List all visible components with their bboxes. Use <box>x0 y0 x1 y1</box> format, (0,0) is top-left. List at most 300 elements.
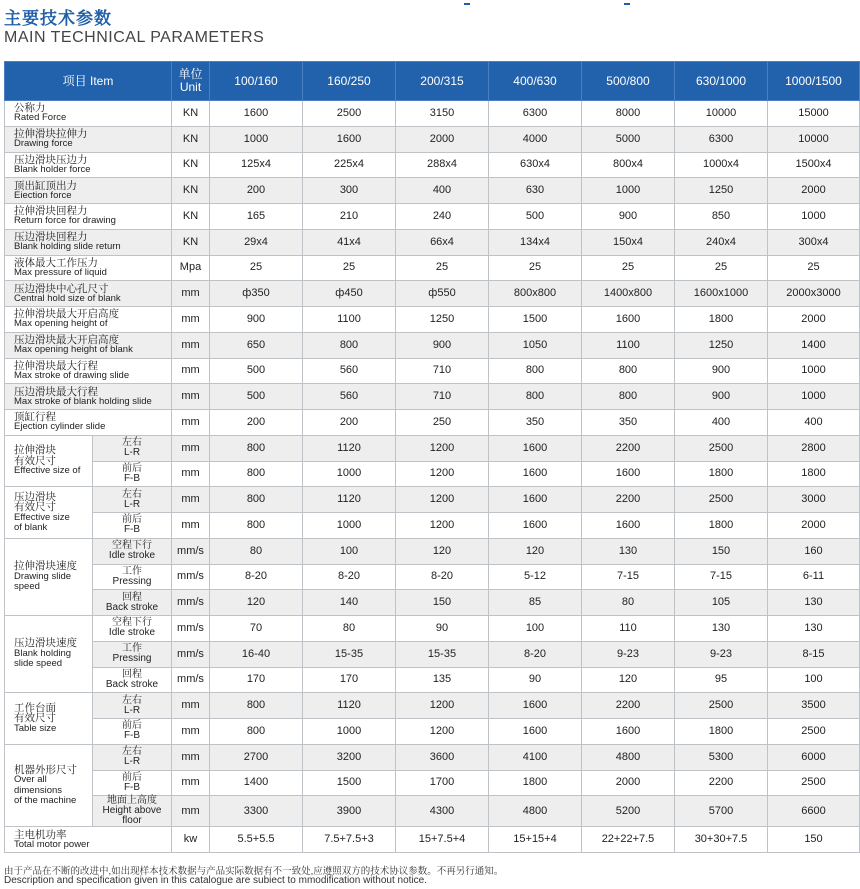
value-cell: 1600 <box>582 719 675 745</box>
param-name-zh: 拉伸滑块最大行程 <box>14 359 98 372</box>
group-label-line: 拉伸滑块 <box>14 444 56 457</box>
value-cell: 25 <box>768 255 860 281</box>
param-name-zh: 公称力 <box>14 102 46 115</box>
unit-cell: KN <box>172 178 210 204</box>
value-cell: 1000 <box>582 178 675 204</box>
value-cell: 1600x1000 <box>675 281 768 307</box>
unit-cell: mm <box>172 770 210 796</box>
group-label-line: Table size <box>14 722 57 734</box>
value-cell: 800x800 <box>489 281 582 307</box>
value-cell: 1400 <box>210 770 303 796</box>
value-cell: 1800 <box>675 461 768 487</box>
param-name-zh: 拉伸滑块最大开启高度 <box>14 308 119 321</box>
value-cell: 80 <box>303 616 396 642</box>
top-right-mark <box>624 0 630 5</box>
param-name <box>5 384 172 410</box>
value-cell: 800x4 <box>582 152 675 178</box>
table-row <box>5 827 860 853</box>
value-cell: 1050 <box>489 332 582 358</box>
sub-param-zh: 前后 <box>122 462 142 474</box>
table-row <box>5 281 860 307</box>
unit-cell: kw <box>172 827 210 853</box>
unit-cell: mm <box>172 358 210 384</box>
value-cell: 170 <box>303 667 396 693</box>
value-cell: 1100 <box>582 332 675 358</box>
page-title-en: MAIN TECHNICAL PARAMETERS <box>4 29 265 46</box>
value-cell: 15000 <box>768 101 860 127</box>
value-cell: 90 <box>396 616 489 642</box>
param-name-zh: 压边滑块压边力 <box>14 153 88 166</box>
param-name <box>5 358 172 384</box>
group-label-line: 压边滑块 <box>14 490 56 503</box>
value-cell: 25 <box>210 255 303 281</box>
param-name-zh: 顶出缸顶出力 <box>14 179 77 192</box>
unit-cell: Mpa <box>172 255 210 281</box>
value-cell: 900 <box>582 204 675 230</box>
value-cell: 8-20 <box>210 564 303 590</box>
value-cell: 240 <box>396 204 489 230</box>
value-cell: 1600 <box>582 307 675 333</box>
table-row <box>5 796 860 827</box>
value-cell: 3150 <box>396 101 489 127</box>
unit-cell: mm <box>172 281 210 307</box>
table-row <box>5 616 860 642</box>
value-cell: 15+15+4 <box>489 827 582 853</box>
value-cell: 150 <box>396 590 489 616</box>
value-cell: 105 <box>675 590 768 616</box>
value-cell: 1600 <box>582 461 675 487</box>
value-cell: 800 <box>210 435 303 461</box>
value-cell: 8-15 <box>768 641 860 667</box>
value-cell: 400 <box>768 410 860 436</box>
unit-cell: mm/s <box>172 590 210 616</box>
value-cell: 8-20 <box>489 641 582 667</box>
value-cell: 6600 <box>768 796 860 827</box>
value-cell: 2500 <box>675 487 768 513</box>
value-cell: 130 <box>768 616 860 642</box>
value-cell: 300 <box>303 178 396 204</box>
unit-cell: mm/s <box>172 667 210 693</box>
header-model: 200/315 <box>396 62 489 101</box>
table-row <box>5 126 860 152</box>
param-name-zh: 顶缸行程 <box>14 411 56 424</box>
param-name-en: Eiection force <box>14 189 72 201</box>
table-row <box>5 307 860 333</box>
value-cell: 1000 <box>768 384 860 410</box>
group-label <box>5 435 93 487</box>
value-cell: 4000 <box>489 126 582 152</box>
value-cell: 1800 <box>489 770 582 796</box>
group-label-line: 机器外形尺寸 <box>14 763 77 776</box>
group-label-line: 压边滑块速度 <box>14 637 77 650</box>
value-cell: 630 <box>489 178 582 204</box>
sub-param-en: F-B <box>123 730 141 742</box>
group-label-line: Effective size <box>14 511 70 523</box>
value-cell: 10000 <box>675 101 768 127</box>
value-cell: 165 <box>210 204 303 230</box>
value-cell: 200 <box>303 410 396 436</box>
footnote-zh: 由于产品在不断的改进中,如出现样本技术数据与产品实际数据有不一致处,应遵照双方的技术协议参数。不再另行通知。 <box>4 866 504 877</box>
sub-param <box>93 719 172 745</box>
param-name-en: Drawing force <box>14 138 73 150</box>
value-cell: 800 <box>489 384 582 410</box>
unit-cell: mm <box>172 487 210 513</box>
sub-param <box>93 667 172 693</box>
value-cell: 9-23 <box>582 641 675 667</box>
sub-param <box>93 616 172 642</box>
param-name-en: Max stroke of drawing slide <box>14 369 130 381</box>
param-name-en: Max opening height of <box>14 318 108 330</box>
value-cell: 2500 <box>675 435 768 461</box>
header-model: 500/800 <box>582 62 675 101</box>
value-cell: 4300 <box>396 796 489 827</box>
sub-param <box>93 538 172 564</box>
table-row <box>5 358 860 384</box>
value-cell: 500 <box>489 204 582 230</box>
value-cell: 25 <box>303 255 396 281</box>
value-cell: 110 <box>582 616 675 642</box>
param-name-en: Central hold size of blank <box>14 292 121 304</box>
header-model: 630/1000 <box>675 62 768 101</box>
param-name-en: Max pressure of liquid <box>14 266 107 278</box>
header-unit-zh: 单位 <box>178 67 203 81</box>
param-name-zh: 液体最大工作压力 <box>14 256 98 269</box>
group-label-line: of the machine <box>14 795 77 806</box>
unit-cell: mm <box>172 384 210 410</box>
value-cell: 140 <box>303 590 396 616</box>
value-cell: 135 <box>396 667 489 693</box>
unit-cell: mm <box>172 513 210 539</box>
value-cell: 1200 <box>396 487 489 513</box>
value-cell: 1800 <box>675 307 768 333</box>
value-cell: 1600 <box>489 513 582 539</box>
value-cell: 650 <box>210 332 303 358</box>
unit-cell: KN <box>172 152 210 178</box>
sub-param-zh: 工作 <box>122 565 142 577</box>
table-row <box>5 693 860 719</box>
value-cell: 400 <box>396 178 489 204</box>
sub-param <box>93 564 172 590</box>
value-cell: 2000 <box>396 126 489 152</box>
table-row <box>5 384 860 410</box>
table-row <box>5 435 860 461</box>
value-cell: 80 <box>582 590 675 616</box>
group-label-line: 有效尺寸 <box>14 712 56 725</box>
value-cell: 6-11 <box>768 564 860 590</box>
value-cell: 2200 <box>675 770 768 796</box>
value-cell: 150x4 <box>582 229 675 255</box>
value-cell: 5700 <box>675 796 768 827</box>
value-cell: 2000 <box>768 513 860 539</box>
value-cell: 1000 <box>210 126 303 152</box>
value-cell: 120 <box>489 538 582 564</box>
group-label-line: 有效尺寸 <box>14 501 56 513</box>
value-cell: 95 <box>675 667 768 693</box>
param-name <box>5 152 172 178</box>
value-cell: 5.5+5.5 <box>210 827 303 853</box>
value-cell: 2000 <box>768 178 860 204</box>
group-label <box>5 744 93 827</box>
unit-cell: KN <box>172 229 210 255</box>
value-cell: 2500 <box>768 719 860 745</box>
value-cell: 900 <box>210 307 303 333</box>
table-row <box>5 564 860 590</box>
value-cell: 9-23 <box>675 641 768 667</box>
value-cell: 120 <box>582 667 675 693</box>
value-cell: 1120 <box>303 693 396 719</box>
value-cell: 800 <box>303 332 396 358</box>
param-name-en: Blank holding slide return <box>14 241 121 253</box>
param-name-zh: 主电机功率 <box>14 828 67 841</box>
table-row <box>5 204 860 230</box>
value-cell: 8-20 <box>303 564 396 590</box>
value-cell: 15-35 <box>396 641 489 667</box>
sub-param-en: L-R <box>123 756 141 768</box>
value-cell: 800 <box>489 358 582 384</box>
value-cell: 710 <box>396 358 489 384</box>
value-cell: 800 <box>210 461 303 487</box>
sub-param-en: Back stroke <box>105 678 159 690</box>
value-cell: 1500 <box>489 307 582 333</box>
group-label-line: 工作台面 <box>14 701 56 714</box>
sub-param-zh: 左右 <box>122 694 142 706</box>
param-name <box>5 101 172 127</box>
table-row <box>5 590 860 616</box>
value-cell: 2200 <box>582 435 675 461</box>
group-label-line: slide speed <box>14 658 63 670</box>
value-cell: 2500 <box>675 693 768 719</box>
param-name-zh: 压边滑块最大行程 <box>14 385 98 398</box>
value-cell: 6300 <box>675 126 768 152</box>
sub-param-zh: 前后 <box>122 771 142 783</box>
sub-param <box>93 641 172 667</box>
group-label <box>5 538 93 615</box>
value-cell: 1200 <box>396 719 489 745</box>
value-cell: 8000 <box>582 101 675 127</box>
unit-cell: mm/s <box>172 616 210 642</box>
sub-param-zh: 左右 <box>122 488 142 500</box>
sub-param <box>93 513 172 539</box>
param-name-zh: 拉伸滑块拉伸力 <box>14 128 88 141</box>
value-cell: 1200 <box>396 693 489 719</box>
value-cell: 2700 <box>210 744 303 770</box>
param-name-zh: 压边滑块最大开启高度 <box>14 334 119 347</box>
value-cell: 240x4 <box>675 229 768 255</box>
unit-cell: mm <box>172 410 210 436</box>
sub-param-en: Pressing <box>112 575 152 587</box>
unit-cell: mm/s <box>172 564 210 590</box>
param-name-en: Max opening height of blank <box>14 344 133 356</box>
param-name <box>5 827 172 853</box>
table-row <box>5 255 860 281</box>
param-name <box>5 178 172 204</box>
value-cell: 800 <box>210 693 303 719</box>
sub-param <box>93 461 172 487</box>
value-cell: 120 <box>210 590 303 616</box>
sub-param <box>93 590 172 616</box>
value-cell: 1600 <box>210 101 303 127</box>
value-cell: 3000 <box>768 487 860 513</box>
header-model: 160/250 <box>303 62 396 101</box>
table-body <box>5 101 860 853</box>
value-cell: 2000x3000 <box>768 281 860 307</box>
value-cell: 2500 <box>768 770 860 796</box>
table-row <box>5 719 860 745</box>
value-cell: 400 <box>675 410 768 436</box>
header-unit <box>172 62 210 101</box>
value-cell: 210 <box>303 204 396 230</box>
value-cell: 25 <box>675 255 768 281</box>
sub-param-zh: 空程下行 <box>112 617 152 629</box>
value-cell: 900 <box>396 332 489 358</box>
value-cell: 125x4 <box>210 152 303 178</box>
value-cell: 1600 <box>303 126 396 152</box>
table-row <box>5 641 860 667</box>
header-model: 100/160 <box>210 62 303 101</box>
value-cell: 6000 <box>768 744 860 770</box>
value-cell: 850 <box>675 204 768 230</box>
sub-param-zh: 前后 <box>122 720 142 732</box>
sub-param-zh: 空程下行 <box>112 540 152 552</box>
value-cell: 7-15 <box>582 564 675 590</box>
sub-param-en: Idle stroke <box>108 627 156 639</box>
value-cell: 2800 <box>768 435 860 461</box>
param-name <box>5 332 172 358</box>
sub-param-en: L-R <box>123 704 141 716</box>
group-label-line: Effective size of <box>14 465 81 477</box>
value-cell: 1120 <box>303 487 396 513</box>
value-cell: 1000 <box>768 204 860 230</box>
value-cell: 22+22+7.5 <box>582 827 675 853</box>
unit-cell: mm/s <box>172 641 210 667</box>
unit-cell: mm <box>172 461 210 487</box>
value-cell: 1250 <box>396 307 489 333</box>
param-name <box>5 281 172 307</box>
value-cell: 200 <box>210 410 303 436</box>
value-cell: 2200 <box>582 487 675 513</box>
group-label <box>5 487 93 539</box>
value-cell: 7.5+7.5+3 <box>303 827 396 853</box>
value-cell: 16-40 <box>210 641 303 667</box>
param-name <box>5 229 172 255</box>
value-cell: 150 <box>675 538 768 564</box>
group-label-line: Over all dimensions <box>14 774 63 796</box>
group-label-line: 拉伸滑块速度 <box>14 560 77 573</box>
value-cell: 3200 <box>303 744 396 770</box>
value-cell: 10000 <box>768 126 860 152</box>
value-cell: 4800 <box>582 744 675 770</box>
value-cell: 134x4 <box>489 229 582 255</box>
value-cell: 15-35 <box>303 641 396 667</box>
sub-param-zh: 左右 <box>122 437 142 449</box>
value-cell: 1600 <box>582 513 675 539</box>
top-left-mark <box>464 0 470 5</box>
table-row <box>5 744 860 770</box>
value-cell: ф550 <box>396 281 489 307</box>
value-cell: 160 <box>768 538 860 564</box>
group-label-line: Drawing slide <box>14 570 72 582</box>
value-cell: 800 <box>582 358 675 384</box>
value-cell: 800 <box>210 719 303 745</box>
sub-param <box>93 435 172 461</box>
table-row <box>5 229 860 255</box>
value-cell: 3900 <box>303 796 396 827</box>
sub-param-zh: 工作 <box>122 643 142 655</box>
footnote-en: Description and specification given in this catalogue are subiect to mmodification without notice. <box>4 875 428 886</box>
value-cell: ф350 <box>210 281 303 307</box>
param-name-en: Blank holder force <box>14 163 91 175</box>
value-cell: 130 <box>582 538 675 564</box>
value-cell: 1250 <box>675 178 768 204</box>
param-name-zh: 压边滑块中心孔尺寸 <box>14 282 109 295</box>
sub-param-en: F-B <box>123 524 141 536</box>
value-cell: 170 <box>210 667 303 693</box>
value-cell: 1700 <box>396 770 489 796</box>
value-cell: 1800 <box>768 461 860 487</box>
table-row <box>5 461 860 487</box>
sub-param <box>93 487 172 513</box>
value-cell: 100 <box>489 616 582 642</box>
value-cell: 150 <box>768 827 860 853</box>
value-cell: 5000 <box>582 126 675 152</box>
param-name-zh: 压边滑块回程力 <box>14 231 88 244</box>
value-cell: 1600 <box>489 461 582 487</box>
value-cell: 1000x4 <box>675 152 768 178</box>
value-cell: 1200 <box>396 513 489 539</box>
sub-param-zh: 左右 <box>122 746 142 758</box>
value-cell: 1000 <box>303 719 396 745</box>
table-row <box>5 770 860 796</box>
value-cell: 225x4 <box>303 152 396 178</box>
value-cell: 130 <box>768 590 860 616</box>
value-cell: 800 <box>210 513 303 539</box>
group-label <box>5 616 93 693</box>
table-row <box>5 178 860 204</box>
header-unit-en: Unit <box>179 80 202 94</box>
value-cell: 1120 <box>303 435 396 461</box>
value-cell: 1250 <box>675 332 768 358</box>
unit-cell: KN <box>172 204 210 230</box>
unit-cell: mm <box>172 307 210 333</box>
unit-cell: KN <box>172 101 210 127</box>
value-cell: 4800 <box>489 796 582 827</box>
value-cell: 1100 <box>303 307 396 333</box>
value-cell: 350 <box>582 410 675 436</box>
header-item: 项目 Item <box>5 62 172 101</box>
value-cell: ф450 <box>303 281 396 307</box>
sub-param <box>93 744 172 770</box>
sub-param <box>93 693 172 719</box>
value-cell: 15+7.5+4 <box>396 827 489 853</box>
value-cell: 29x4 <box>210 229 303 255</box>
unit-cell: mm/s <box>172 538 210 564</box>
param-name <box>5 255 172 281</box>
table-row <box>5 667 860 693</box>
value-cell: 560 <box>303 358 396 384</box>
value-cell: 25 <box>396 255 489 281</box>
unit-cell: mm <box>172 719 210 745</box>
value-cell: 41x4 <box>303 229 396 255</box>
group-label-line: Blank holding <box>14 647 72 659</box>
value-cell: 100 <box>768 667 860 693</box>
param-name-en: Rated Force <box>14 112 67 124</box>
value-cell: 900 <box>675 358 768 384</box>
value-cell: 3500 <box>768 693 860 719</box>
table-row <box>5 101 860 127</box>
value-cell: 560 <box>303 384 396 410</box>
value-cell: 2000 <box>768 307 860 333</box>
value-cell: 130 <box>675 616 768 642</box>
